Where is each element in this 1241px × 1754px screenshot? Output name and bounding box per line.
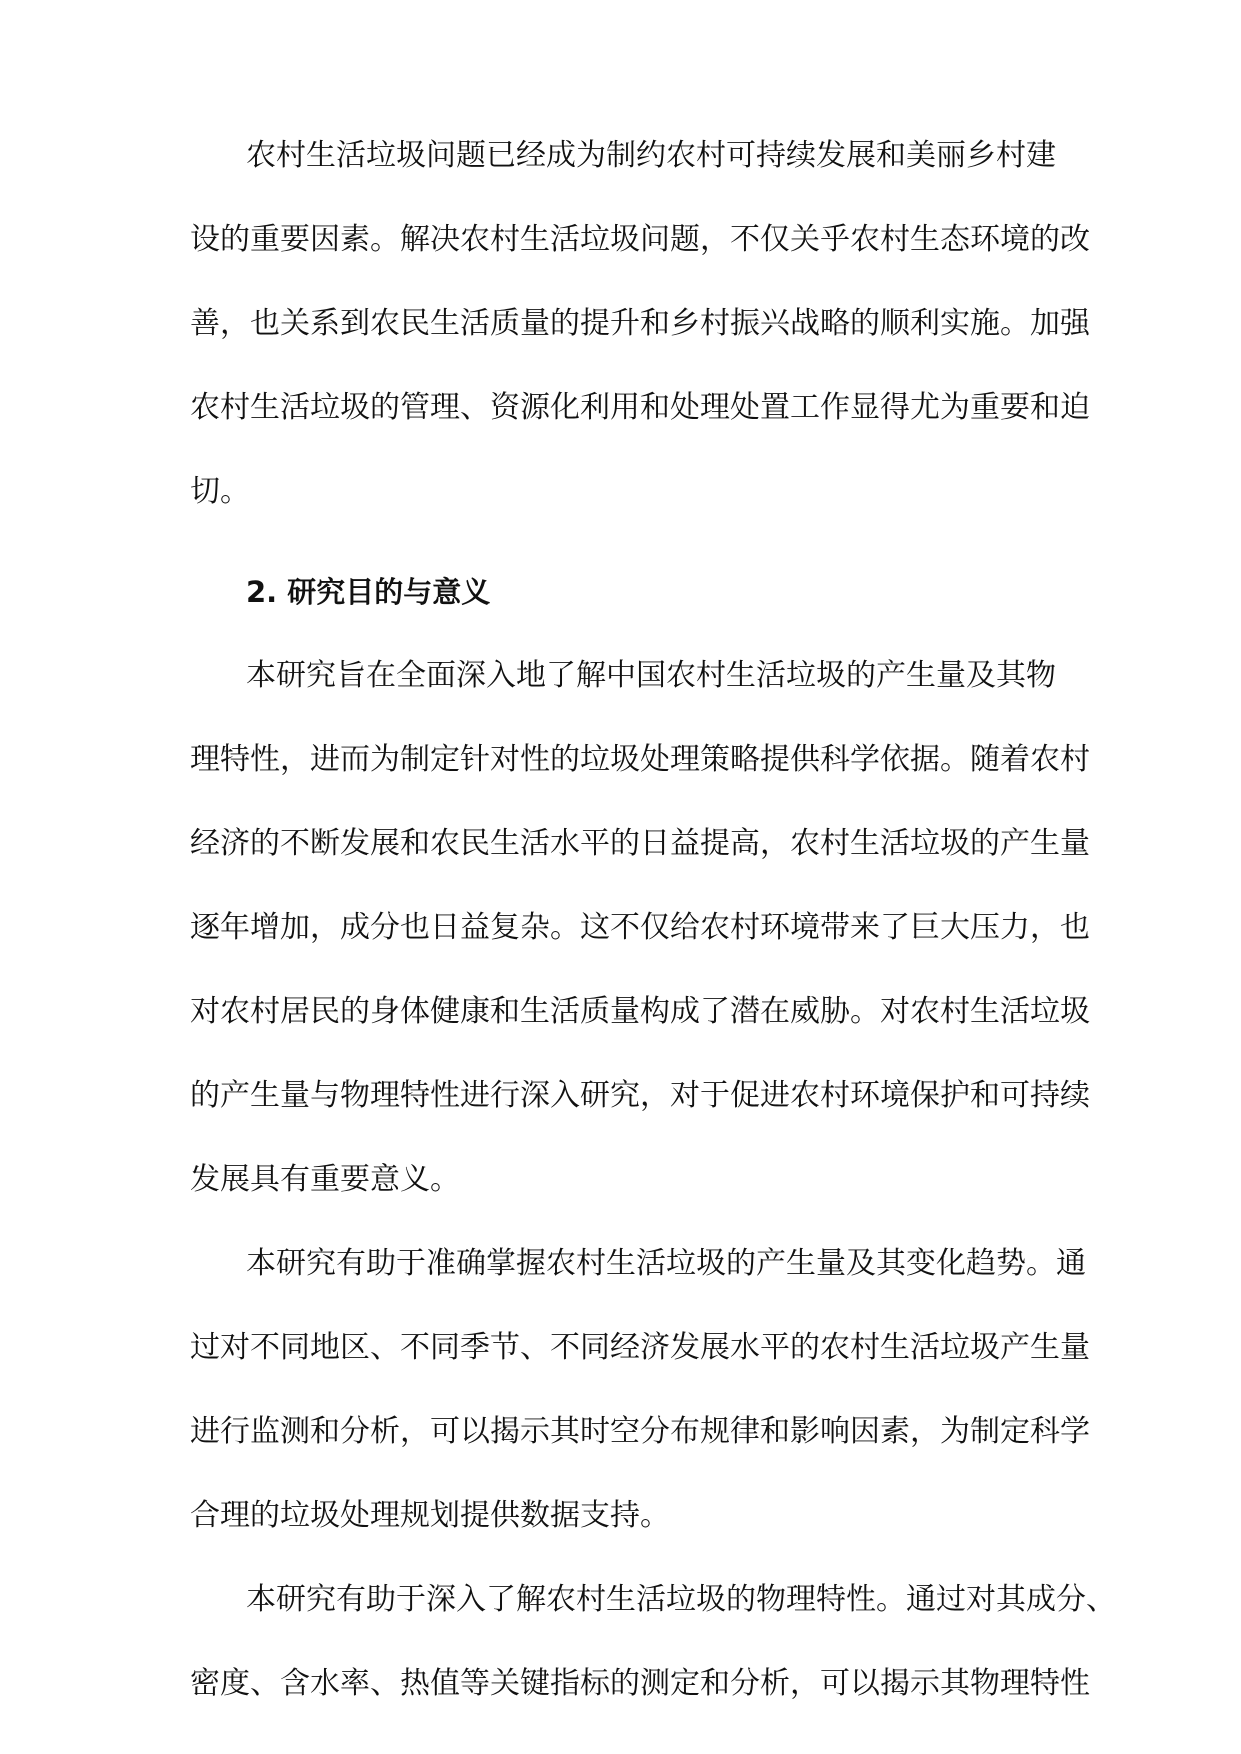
text-line: 进行监测和分析，可以揭示其时空分布规律和影响因素，为制定科学 (190, 1414, 1090, 1449)
text-line: 过对不同地区、不同季节、不同经济发展水平的农村生活垃圾产生量 (190, 1330, 1090, 1365)
text-line: 逐年增加，成分也日益复杂。这不仅给农村环境带来了巨大压力，也 (190, 910, 1090, 945)
text-line: 农村生活垃圾的管理、资源化利用和处理处置工作显得尤为重要和迫 (190, 390, 1090, 425)
text-line: 切。 (190, 474, 250, 509)
section-heading: 2. 研究目的与意义 (246, 575, 491, 609)
text-line: 本研究旨在全面深入地了解中国农村生活垃圾的产生量及其物 (246, 658, 1056, 693)
text-line: 经济的不断发展和农民生活水平的日益提高，农村生活垃圾的产生量 (190, 826, 1090, 861)
text-line: 本研究有助于准确掌握农村生活垃圾的产生量及其变化趋势。通 (246, 1246, 1086, 1281)
text-line: 发展具有重要意义。 (190, 1162, 460, 1197)
text-line: 合理的垃圾处理规划提供数据支持。 (190, 1498, 670, 1533)
text-line: 农村生活垃圾问题已经成为制约农村可持续发展和美丽乡村建 (246, 138, 1056, 173)
text-line: 本研究有助于深入了解农村生活垃圾的物理特性。通过对其成分、 (246, 1582, 1116, 1617)
text-line: 对农村居民的身体健康和生活质量构成了潜在威胁。对农村生活垃圾 (190, 994, 1090, 1029)
text-line: 设的重要因素。解决农村生活垃圾问题，不仅关乎农村生态环境的改 (190, 222, 1090, 257)
text-line: 理特性，进而为制定针对性的垃圾处理策略提供科学依据。随着农村 (190, 742, 1090, 777)
text-line: 的产生量与物理特性进行深入研究，对于促进农村环境保护和可持续 (190, 1078, 1090, 1113)
text-line: 善，也关系到农民生活质量的提升和乡村振兴战略的顺利实施。加强 (190, 306, 1090, 341)
text-line: 密度、含水率、热值等关键指标的测定和分析，可以揭示其物理特性 (190, 1666, 1090, 1701)
